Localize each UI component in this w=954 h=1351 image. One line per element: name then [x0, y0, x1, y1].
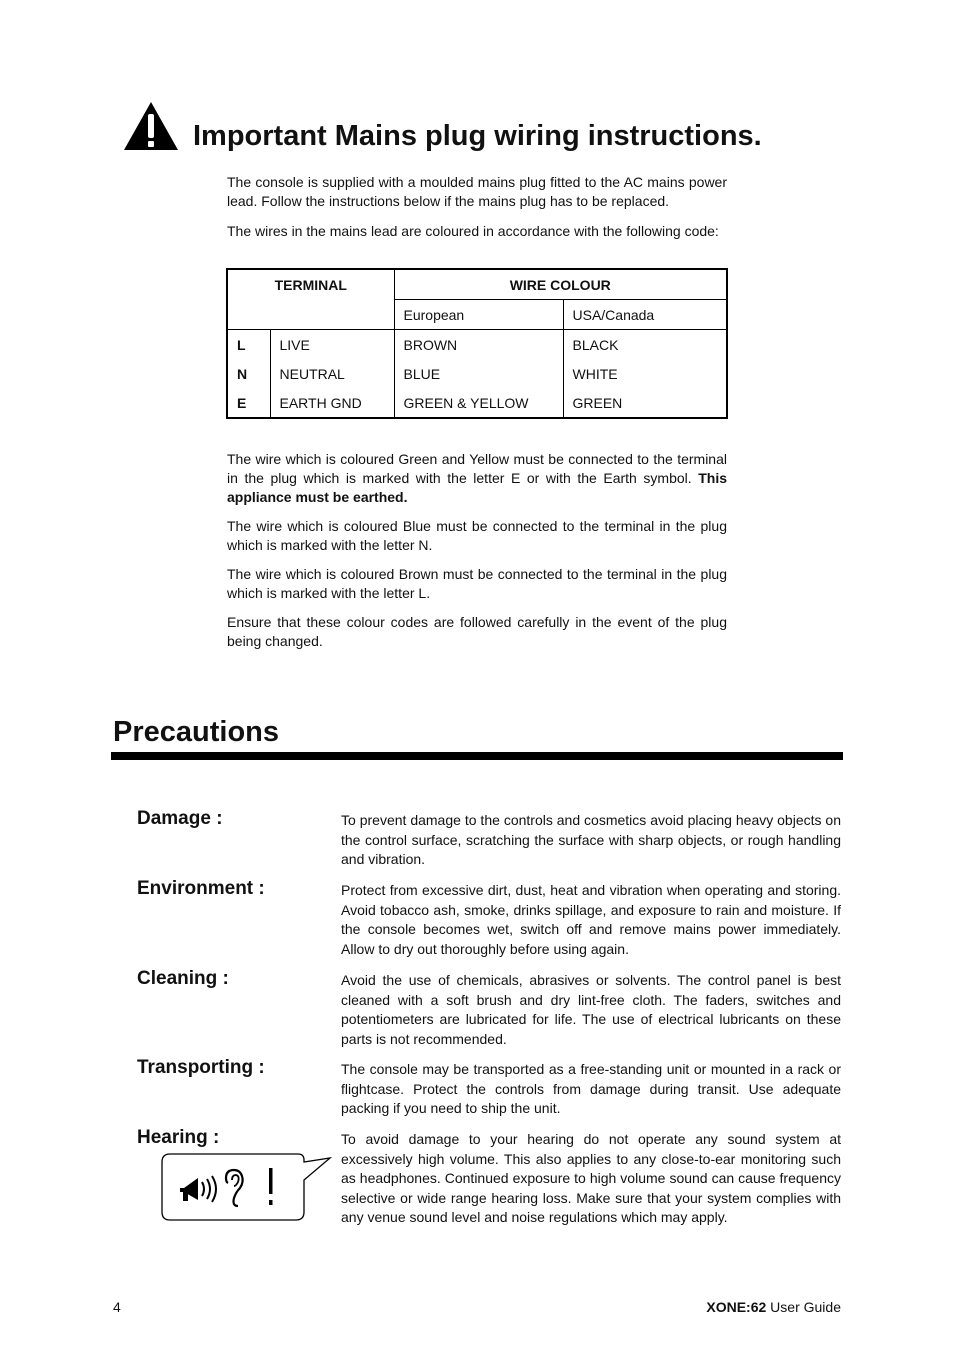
document-title — [706, 1299, 841, 1315]
wiring-table — [226, 268, 728, 419]
earth-warning: This appliance must be earthed. — [227, 470, 728, 505]
terminal-code: L — [227, 330, 270, 360]
precautions-title: Precautions — [113, 716, 279, 748]
warning-triangle-icon — [122, 100, 180, 152]
earth-instruction — [227, 450, 727, 507]
product-name: XONE:62 — [706, 1299, 767, 1315]
page-number: 4 — [113, 1299, 121, 1315]
intro-paragraph-2: The wires in the mains lead are coloured in accordance with the following code: — [227, 223, 719, 239]
usa-colour: WHITE — [563, 359, 727, 388]
precaution-text-hearing: To avoid damage to your hearing do not operate any sound system at excessively high volume. This also applies to any close-to-ear monitoring such as headphones. Continued exposure to high volume sound can cause frequency selective or wide range hearing loss. Make sure that your system complies with any venue sound level and noise regulations which may apply. — [341, 1131, 841, 1225]
table-row — [227, 330, 727, 360]
european-colour: BROWN — [394, 330, 563, 360]
header-wire-colour: WIRE COLOUR — [394, 269, 727, 300]
guide-label: User Guide — [766, 1299, 841, 1315]
european-colour: GREEN & YELLOW — [394, 388, 563, 418]
table-row — [227, 359, 727, 388]
precaution-text-environment: Protect from excessive dirt, dust, heat and vibration when operating and storing. Avoid tobacco ash, smoke, drinks spillage, and exposure to rain and moisture. If the console becomes wet, switch off and remove mains power immediately. Allow to dry out thoroughly before using again. — [341, 882, 841, 957]
precaution-heading-transporting: Transporting : — [137, 1057, 265, 1078]
terminal-name: NEUTRAL — [270, 359, 394, 388]
usa-colour: BLACK — [563, 330, 727, 360]
precaution-heading-damage: Damage : — [137, 808, 223, 829]
subheader-european: European — [394, 300, 563, 330]
neutral-instruction: The wire which is coloured Blue must be connected to the terminal in the plug which is marked with the letter N. — [227, 518, 727, 553]
precaution-text-transporting: The console may be transported as a free-standing unit or mounted in a rack or flightcase. Protect the controls from damage during transit. Use adequate packing if you need to ship the unit. — [341, 1061, 841, 1116]
hearing-warning-icon — [158, 1150, 332, 1224]
page-title: Important Mains plug wiring instructions. — [193, 120, 762, 152]
usa-colour: GREEN — [563, 388, 727, 418]
table-row — [227, 388, 727, 418]
live-instruction: The wire which is coloured Brown must be connected to the terminal in the plug which is marked with the letter L. — [227, 566, 727, 601]
terminal-name: EARTH GND — [270, 388, 394, 418]
header-terminal: TERMINAL — [274, 276, 347, 293]
colour-code-reminder: Ensure that these colour codes are followed carefully in the event of the plug being changed. — [227, 614, 727, 649]
precaution-text-damage: To prevent damage to the controls and cosmetics avoid placing heavy objects on the control surface, scratching the surface with sharp objects, or rough handling and vibration. — [341, 812, 841, 867]
european-colour: BLUE — [394, 359, 563, 388]
section-divider — [111, 752, 843, 760]
precaution-text-cleaning: Avoid the use of chemicals, abrasives or solvents. The control panel is best cleaned with a soft brush and dry lint-free cloth. The faders, switches and potentiometers are lubricated for life. The use of electrical lubricants on these parts is not recommended. — [341, 972, 841, 1047]
precaution-heading-environment: Environment : — [137, 878, 265, 899]
terminal-code: N — [237, 365, 248, 382]
terminal-code: E — [237, 394, 247, 411]
terminal-name: LIVE — [270, 330, 394, 360]
intro-paragraph-1: The console is supplied with a moulded mains plug fitted to the AC mains power lead. Follow the instructions below if the mains plug has to be replaced. — [227, 174, 727, 209]
subheader-usa-canada: USA/Canada — [563, 300, 727, 330]
precaution-heading-hearing: Hearing : — [137, 1127, 220, 1148]
precaution-heading-cleaning: Cleaning : — [137, 968, 229, 989]
earth-instruction-text: The wire which is coloured Green and Yellow must be connected to the terminal in the plug which is marked with the letter E or with the Earth symbol. — [227, 451, 727, 486]
